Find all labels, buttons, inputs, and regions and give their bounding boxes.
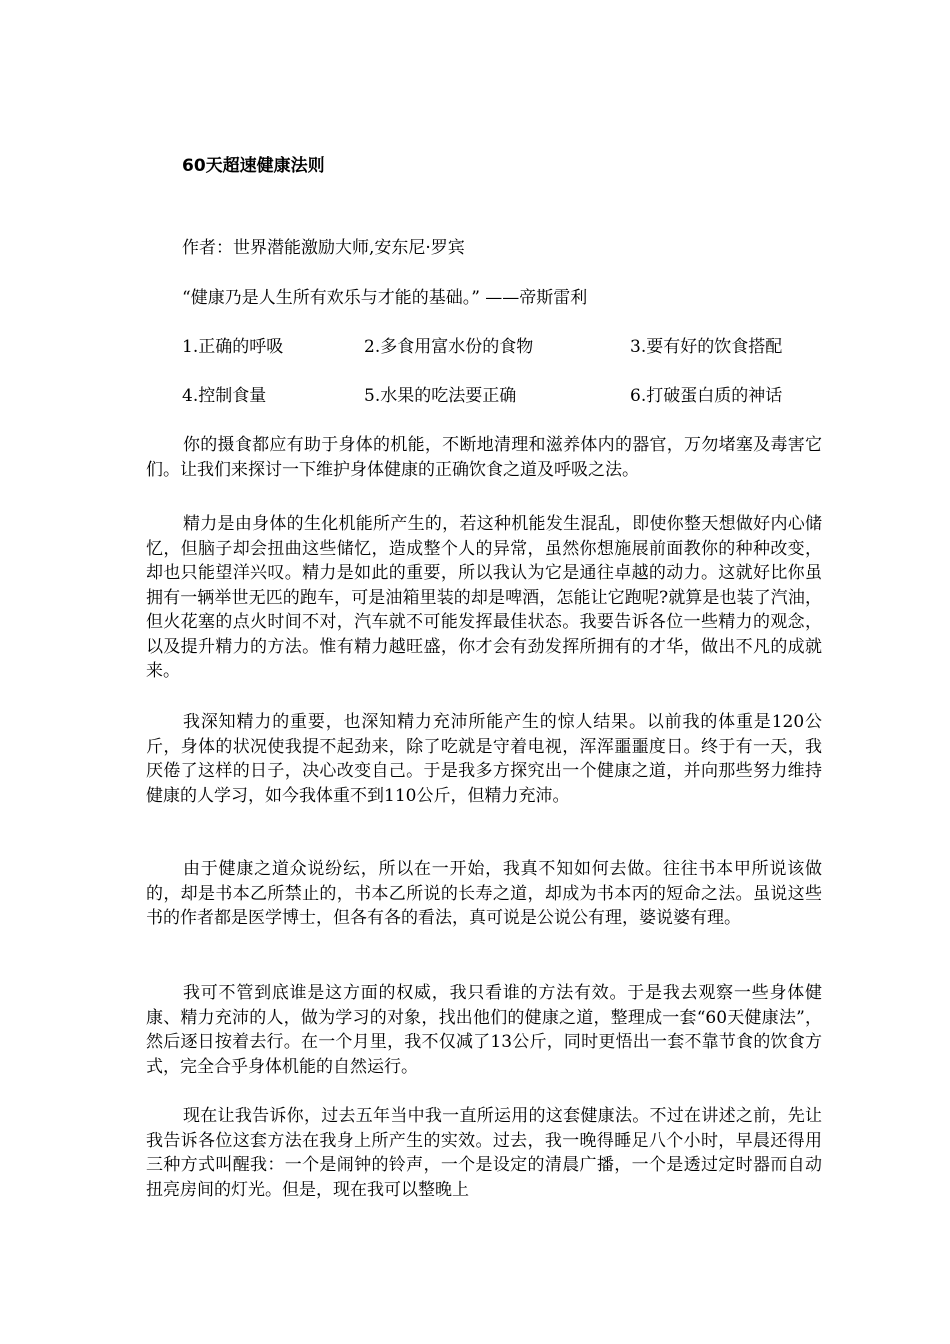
principle-item: 1.正确的呼吸 [182,337,284,357]
principles-row-2 [182,384,882,408]
principles-row-1 [182,335,882,359]
document-title: 60天超速健康法则 [182,156,325,176]
principle-item: 6.打破蛋白质的神话 [630,386,783,406]
body-paragraph: 由于健康之道众说纷纭，所以在一开始，我真不知如何去做。往往书本甲所说该做的，却是书本乙所禁止的，书本乙所说的长寿之道，却成为书本丙的短命之法。虽说这些书的作者都是医学博士，但各有各的看法，真可说是公说公有理，婆说婆有理。 [146,859,822,928]
author-line: 作者：世界潜能激励大师,安东尼·罗宾 [182,238,465,258]
body-paragraph: 我可不管到底谁是这方面的权威，我只看谁的方法有效。于是我去观察一些身体健康、精力充沛的人，做为学习的对象，找出他们的健康之道，整理成一套“60天健康法”，然后逐日按着去行。在一个月里，我不仅减了13公斤，同时更悟出一套不靠节食的饮食方式，完全合乎身体机能的自然运行。 [146,983,822,1077]
body-paragraph: 精力是由身体的生化机能所产生的，若这种机能发生混乱，即使你整天想做好内心储忆，但脑子却会扭曲这些储忆，造成整个人的异常，虽然你想施展前面教你的种种改变，却也只能望洋兴叹。精力是如此的重要，所以我认为它是通往卓越的动力。这就好比你虽拥有一辆举世无匹的跑车，可是油箱里装的却是啤酒，怎能让它跑呢?就算是也装了汽油，但火花塞的点火时间不对，汽车就不可能发挥最佳状态。我要告诉各位一些精力的观念，以及提升精力的方法。惟有精力越旺盛，你才会有劲发挥所拥有的才华，做出不凡的成就来。 [146,514,822,681]
body-paragraph: 我深知精力的重要，也深知精力充沛所能产生的惊人结果。以前我的体重是120公斤，身体的状况使我提不起劲来，除了吃就是守着电视，浑浑噩噩度日。终于有一天，我厌倦了这样的日子，决心改变自己。于是我多方探究出一个健康之道，并向那些努力维持健康的人学习，如今我体重不到110公斤，但精力充沛。 [146,712,822,806]
principle-item: 2.多食用富水份的食物 [364,337,534,357]
epigraph-quote: “健康乃是人生所有欢乐与才能的基础。” ——帝斯雷利 [182,288,588,308]
principle-item: 4.控制食量 [182,386,267,406]
body-paragraph: 你的摄食都应有助于身体的机能，不断地清理和滋养体内的器官，万勿堵塞及毒害它们。让我们来探讨一下维护身体健康的正确饮食之道及呼吸之法。 [146,435,822,480]
principle-item: 3.要有好的饮食搭配 [630,337,783,357]
body-paragraph: 现在让我告诉你，过去五年当中我一直所运用的这套健康法。不过在讲述之前，先让我告诉各位这套方法在我身上所产生的实效。过去，我一晚得睡足八个小时，早晨还得用三种方式叫醒我：一个是闹钟的铃声，一个是设定的清晨广播，一个是透过定时器而自动扭亮房间的灯光。但是，现在我可以整晚上 [146,1106,822,1200]
principle-item: 5.水果的吃法要正确 [364,386,517,406]
